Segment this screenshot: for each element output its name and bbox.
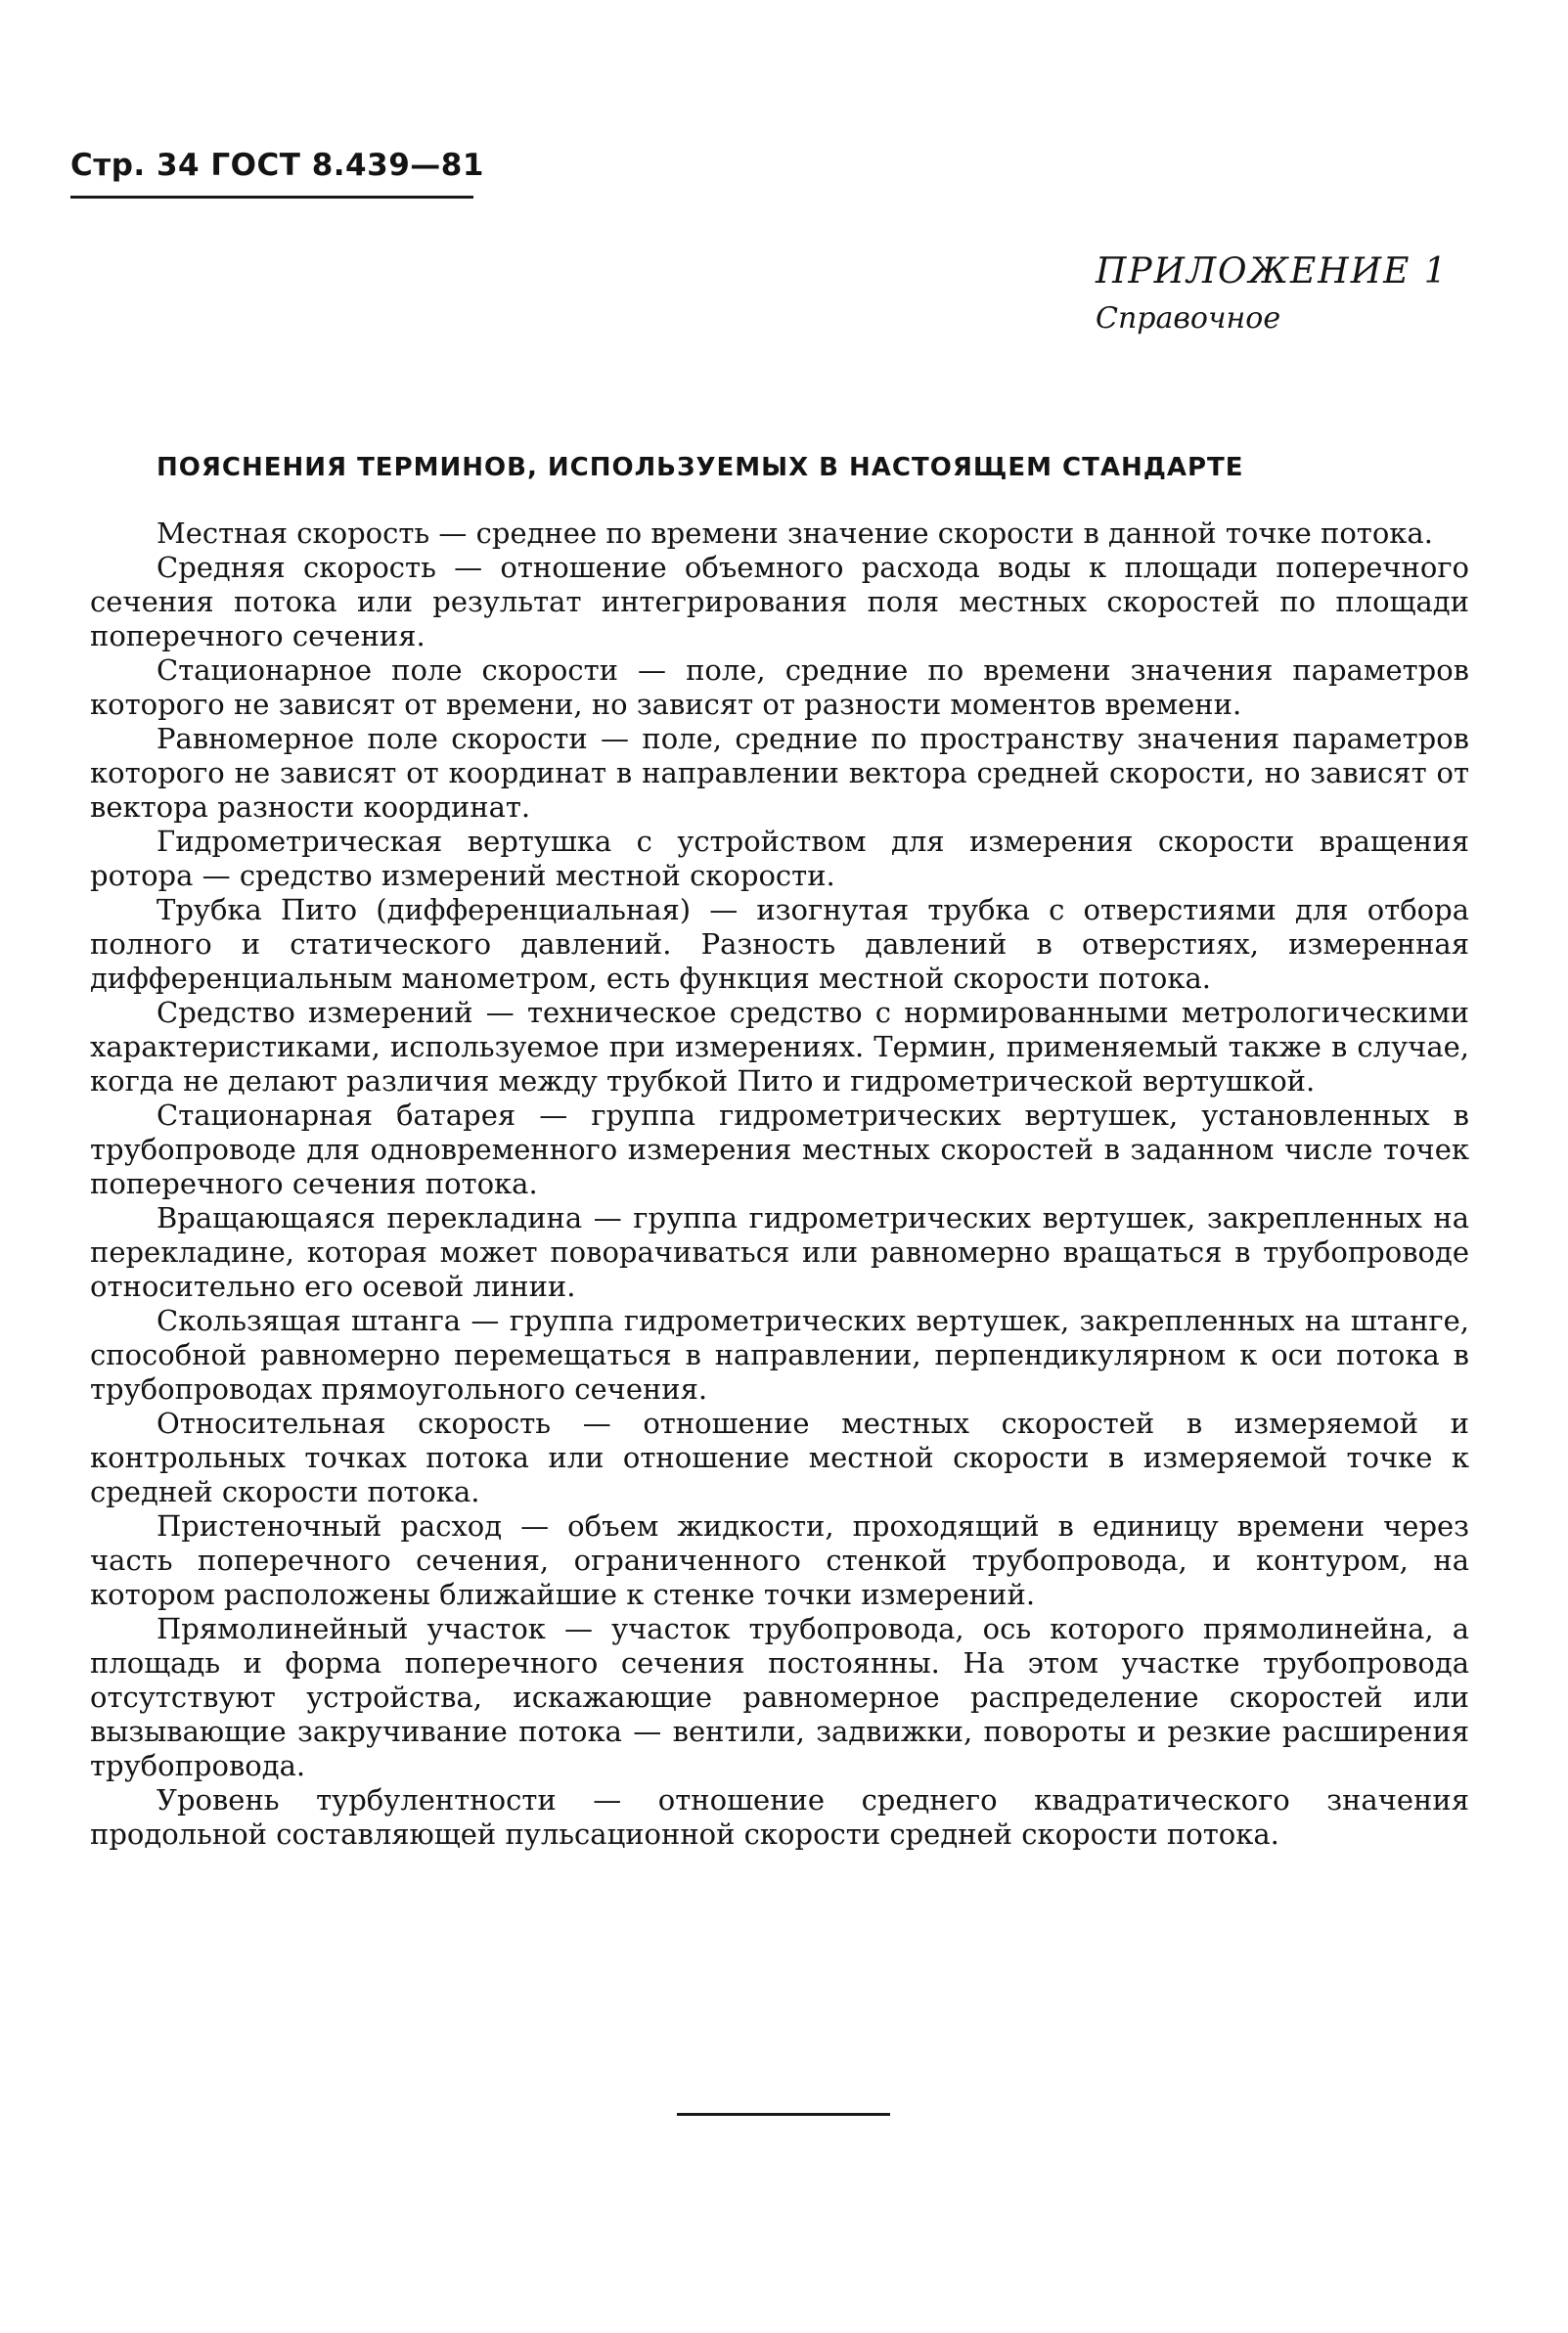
definition-paragraph: Стационарная батарея — группа гидрометрических вертушек, установленных в трубопроводе для одновременного измерения местных скоростей в заданном числе точек поперечного сечения потока.: [90, 1099, 1469, 1200]
definition-paragraph: Гидрометрическая вертушка с устройством для измерения скорости вращения ротора — средство измерений местной скорости.: [90, 825, 1469, 892]
definition-paragraph: Средство измерений — техническое средство с нормированными метрологическими характеристиками, используемое при измерениях. Термин, применяемый также в случае, когда не делают различия между трубкой Пито и гидрометрической вертушкой.: [90, 996, 1469, 1098]
definition-paragraph: Уровень турбулентности — отношение среднего квадратического значения продольной составляющей пульсационной скорости средней скорости потока.: [90, 1783, 1469, 1851]
definitions-list: [90, 516, 1469, 1852]
definition-paragraph: Прямолинейный участок — участок трубопровода, ось которого прямолинейна, а площадь и форма поперечного сечения постоянны. На этом участке трубопровода отсутствуют устройства, искажающие равномерное распределение скоростей или вызывающие закручивание потока — вентили, задвижки, повороты и резкие расширения трубопровода.: [90, 1612, 1469, 1782]
definition-paragraph: Равномерное поле скорости — поле, средние по пространству значения параметров которого не зависят от координат в направлении вектора средней скорости, но зависят от вектора разности координат.: [90, 722, 1469, 824]
definition-paragraph: Вращающаяся перекладина — группа гидрометрических вертушек, закрепленных на перекладине, которая может поворачиваться или равномерно вращаться в трубопроводе относительно его осевой линии.: [90, 1201, 1469, 1303]
page-header: Стр. 34 ГОСТ 8.439—81: [70, 148, 484, 183]
appendix-kind: Справочное: [1096, 301, 1281, 336]
definition-paragraph: Средняя скорость — отношение объемного расхода воды к площади поперечного сечения потока или результат интегрирования поля местных скоростей по площади поперечного сечения.: [90, 551, 1469, 652]
definition-paragraph: Стационарное поле скорости — поле, средние по времени значения параметров которого не зависят от времени, но зависят от разности моментов времени.: [90, 653, 1469, 721]
appendix-label: ПРИЛОЖЕНИЕ 1: [1096, 251, 1449, 292]
section-title: ПОЯСНЕНИЯ ТЕРМИНОВ, ИСПОЛЬЗУЕМЫХ В НАСТОЯЩЕМ СТАНДАРТЕ: [157, 453, 1244, 482]
end-divider: [677, 2113, 890, 2116]
definition-paragraph: Относительная скорость — отношение местных скоростей в измеряемой и контрольных точках потока или отношение местной скорости в измеряемой точке к средней скорости потока.: [90, 1407, 1469, 1508]
definition-paragraph: Скользящая штанга — группа гидрометрических вертушек, закрепленных на штанге, способной равномерно перемещаться в направлении, перпендикулярном к оси потока в трубопроводах прямоугольного сечения.: [90, 1304, 1469, 1406]
definition-paragraph: Пристеночный расход — объем жидкости, проходящий в единицу времени через часть поперечного сечения, ограниченного стенкой трубопровода, и контуром, на котором расположены ближайшие к стенке точки измерений.: [90, 1509, 1469, 1611]
header-divider: [70, 196, 473, 199]
definition-paragraph: Местная скорость — среднее по времени значение скорости в данной точке потока.: [157, 516, 1433, 550]
definition-paragraph: Трубка Пито (дифференциальная) — изогнутая трубка с отверстиями для отбора полного и статического давлений. Разность давлений в отверстиях, измеренная дифференциальным манометром, есть функция местной скорости потока.: [90, 893, 1469, 995]
